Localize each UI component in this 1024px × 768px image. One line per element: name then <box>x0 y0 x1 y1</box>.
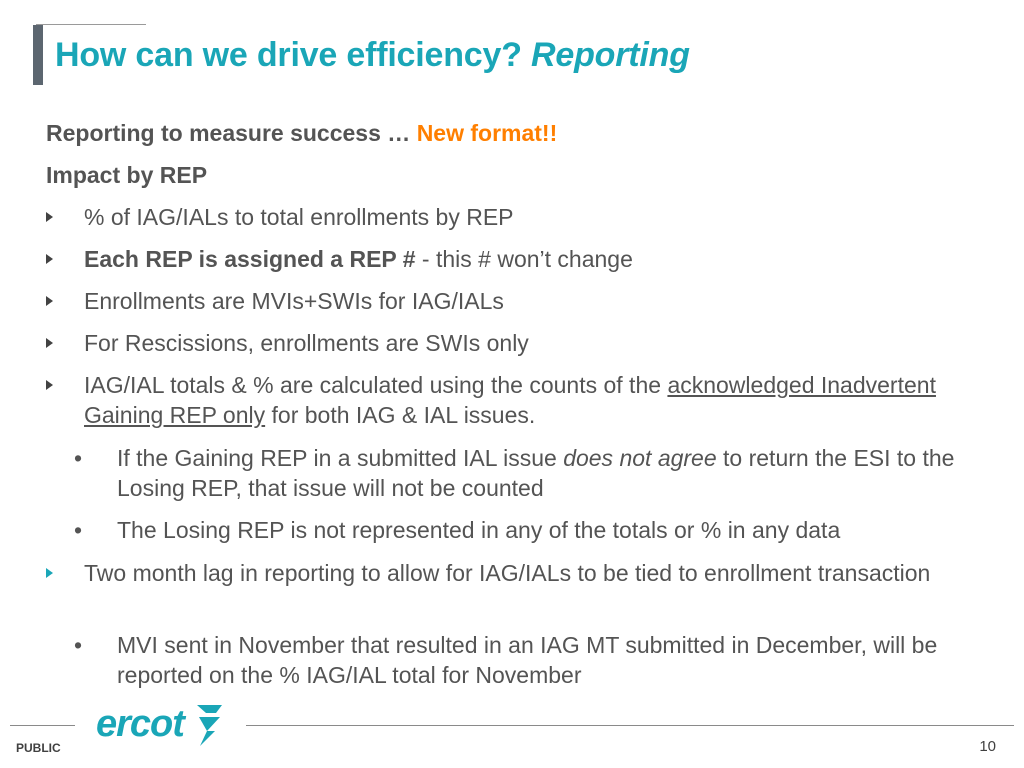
top-rule <box>36 24 146 25</box>
page-number: 10 <box>979 738 996 755</box>
underlined-text: acknowledged Inadvertent Gaining REP only <box>84 372 936 428</box>
section-heading: Impact by REP <box>46 162 208 188</box>
footer-rule-left <box>10 725 75 726</box>
sub-bullet-text: MVI sent in November that resulted in an IAG MT submitted in December, will be reported on the % IAG/IAL total for November <box>117 632 938 688</box>
bullet-text: % of IAG/IALs to total enrollments by REP <box>84 204 514 230</box>
bullet-rest-text: - this # won’t change <box>415 246 633 272</box>
title-emphasis: Reporting <box>531 36 690 74</box>
italic-text: does not agree <box>563 445 717 471</box>
bullet-text-part: IAG/IAL totals & % are calculated using the counts of the <box>84 372 668 398</box>
sub-bullet-text-part: If the Gaining REP in a submitted IAL issue <box>117 445 564 471</box>
dot-bullet-icon: • <box>74 517 83 543</box>
lightning-bolt-icon <box>197 705 222 746</box>
subtitle-highlight: New format!! <box>416 120 558 146</box>
triangle-bullet-icon <box>46 568 53 578</box>
classification-label: PUBLIC <box>16 741 61 755</box>
dot-bullet-icon: • <box>74 445 83 471</box>
bullet-text: Two month lag in reporting to allow for IAG/IALs to be tied to enrollment transaction <box>84 560 931 586</box>
bullet-text <box>84 370 964 430</box>
triangle-bullet-icon <box>46 296 53 306</box>
sub-bullet-text-part: to return the ESI to the Losing REP, that issue will not be counted <box>117 445 955 501</box>
bullet-text: For Rescissions, enrollments are SWIs only <box>84 330 529 356</box>
bullet-bold-text: Each REP is assigned a REP # <box>84 246 416 272</box>
title-accent-bar <box>33 25 43 85</box>
sub-bullet-text <box>117 443 992 503</box>
dot-bullet-icon: • <box>74 632 83 658</box>
ercot-logo <box>94 700 228 748</box>
title-main: How can we drive efficiency? <box>55 36 522 74</box>
subtitle-lead: Reporting to measure success … <box>46 120 411 146</box>
bullet-text: Enrollments are MVIs+SWIs for IAG/IALs <box>84 288 504 314</box>
footer-rule-right <box>246 725 1014 726</box>
bullet-text-part: for both IAG & IAL issues. <box>265 402 536 428</box>
triangle-bullet-icon <box>46 380 53 390</box>
logo-wordmark: ercot <box>96 703 184 745</box>
slide-title <box>55 36 690 75</box>
subtitle-line <box>46 118 557 148</box>
triangle-bullet-icon <box>46 254 53 264</box>
triangle-bullet-icon <box>46 338 53 348</box>
bullet-text <box>84 244 964 274</box>
triangle-bullet-icon <box>46 212 53 222</box>
sub-bullet-text: The Losing REP is not represented in any of the totals or % in any data <box>117 517 841 543</box>
